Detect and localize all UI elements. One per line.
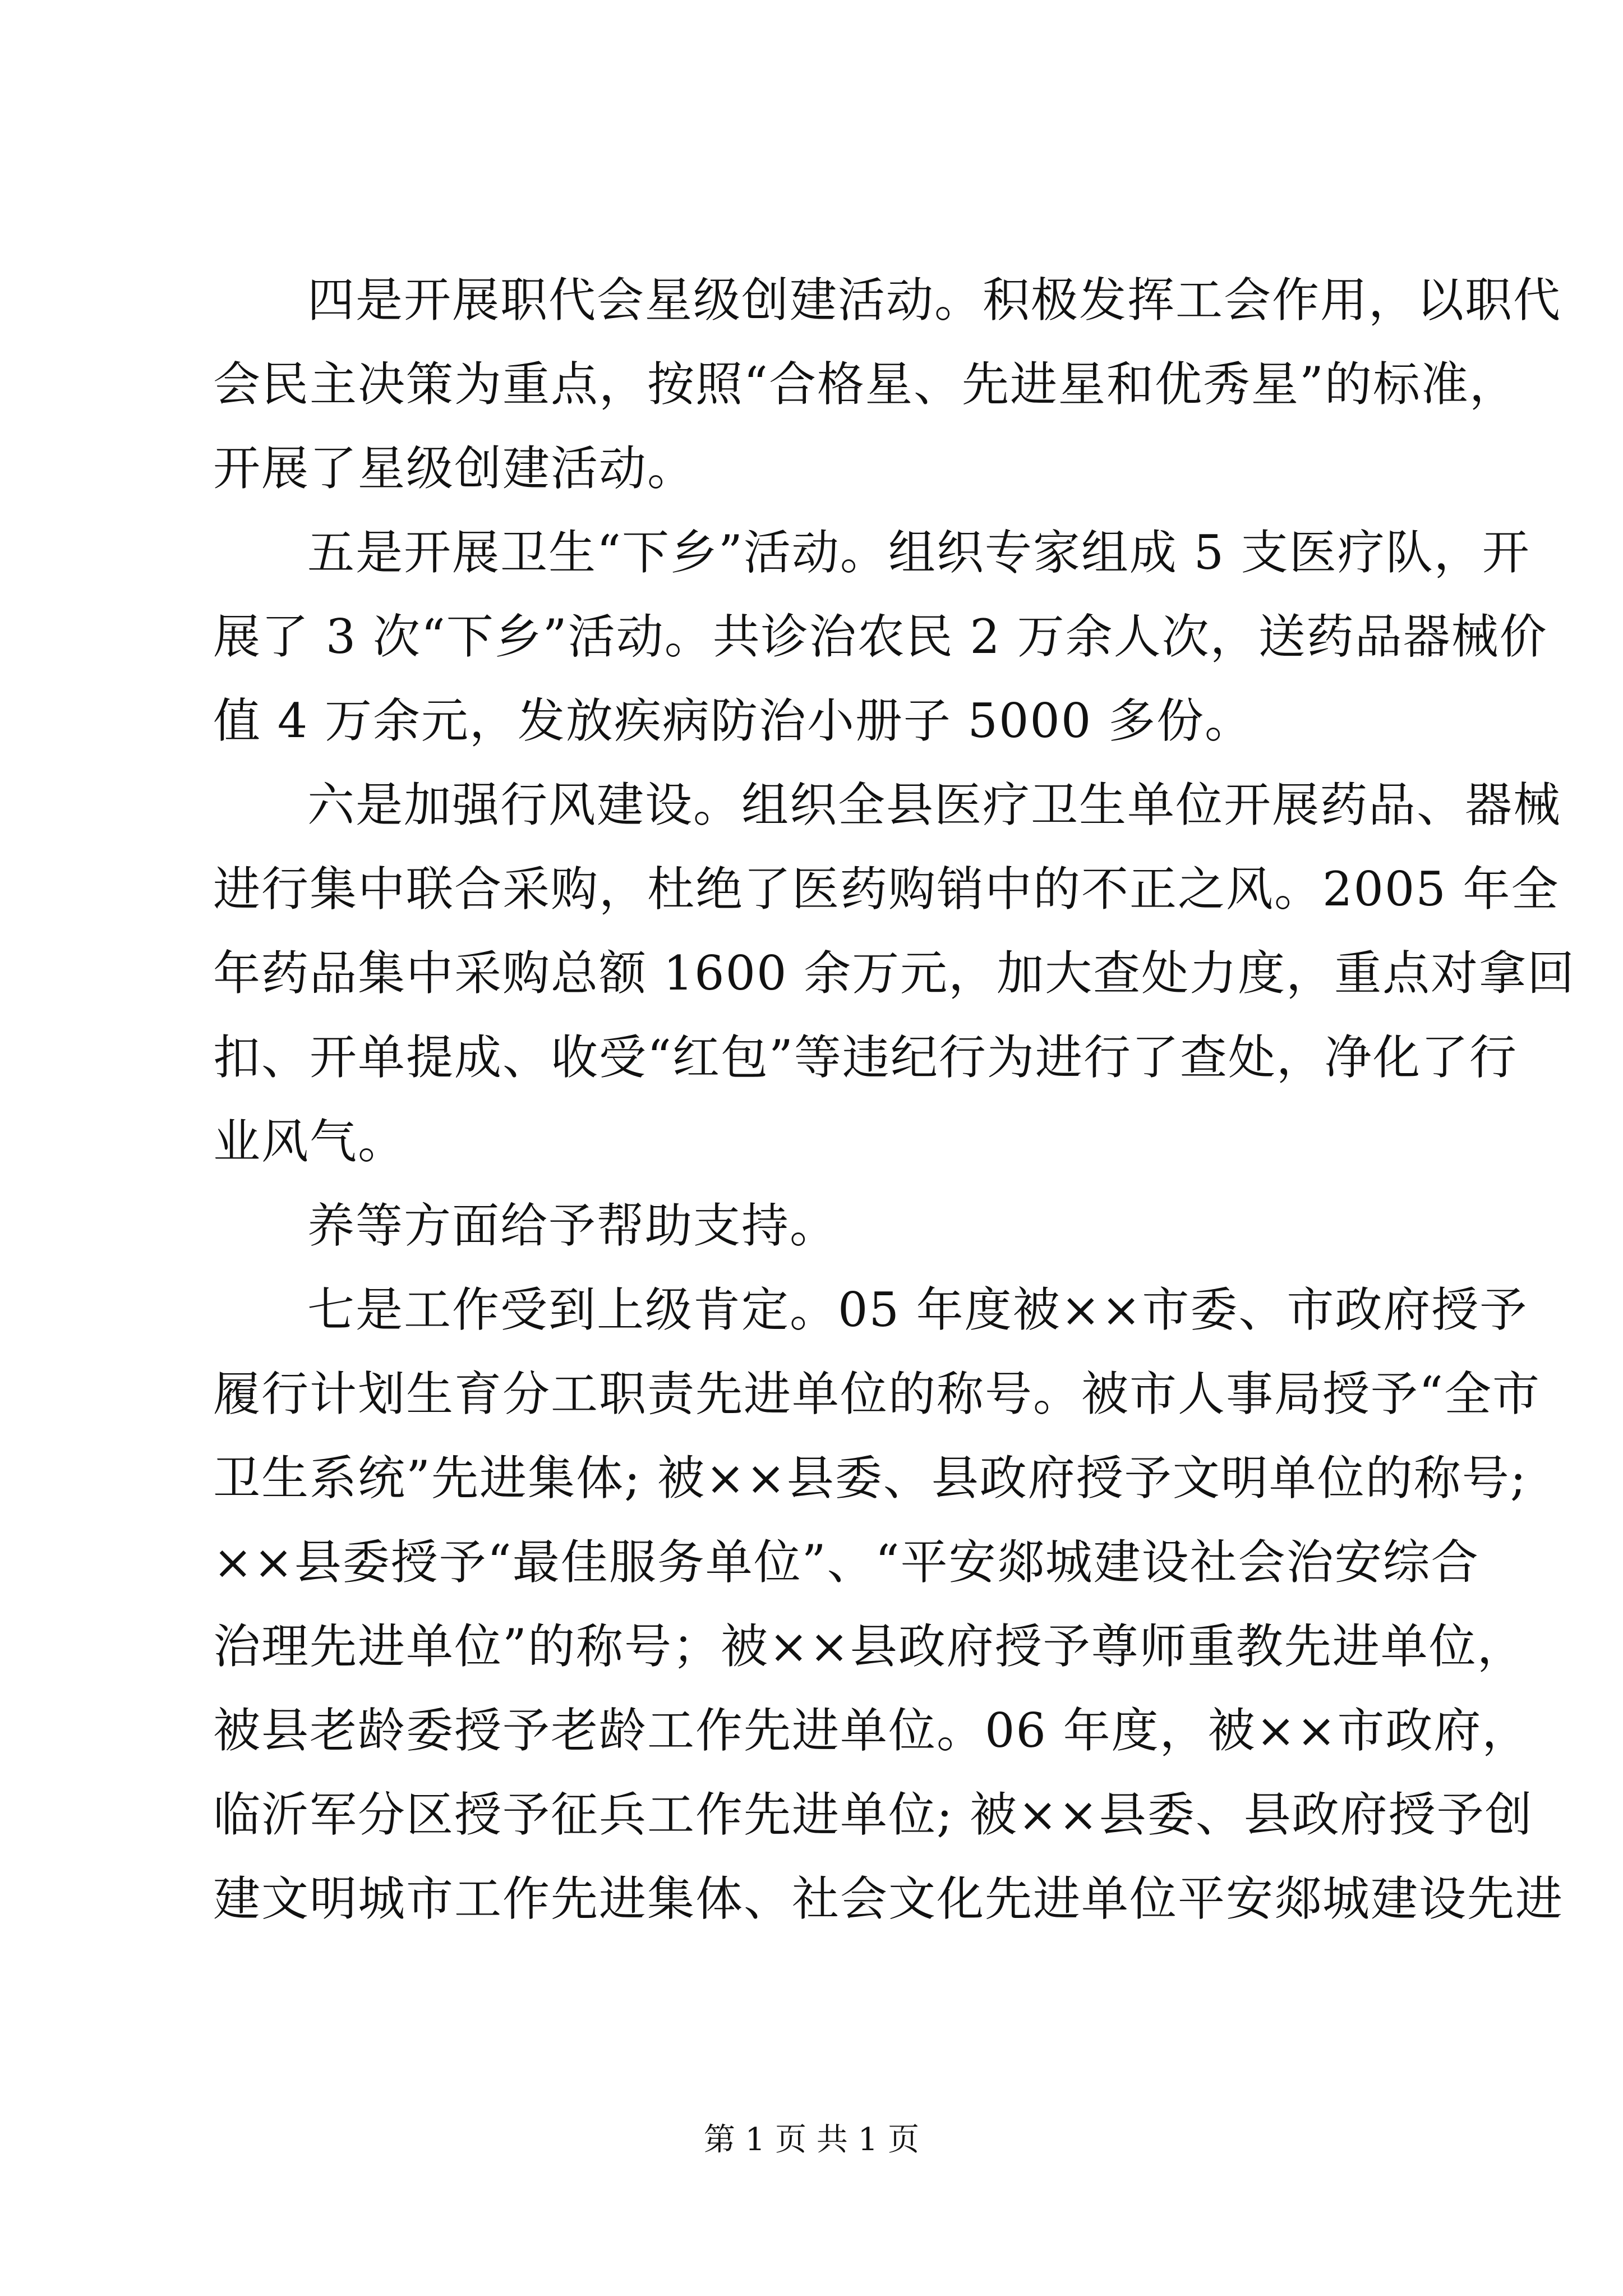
text-line: 治理先进单位”的称号；被××县政府授予尊师重教先进单位，: [213, 1619, 1525, 1674]
text-line: ××县委授予“最佳服务单位”、“平安郯城建设社会治安综合: [213, 1535, 1479, 1590]
text-line: 开展了星级创建活动。: [213, 441, 696, 496]
text-line: 被县老龄委授予老龄工作先进单位。06 年度，被××市政府，: [213, 1703, 1530, 1758]
text-line: 六是加强行风建设。组织全县医疗卫生单位开展药品、器械: [307, 777, 1562, 832]
text-line: 履行计划生育分工职责先进单位的称号。被市人事局授予“全市: [213, 1366, 1541, 1421]
text-line: 建文明城市工作先进集体、社会文化先进单位平安郯城建设先进: [213, 1871, 1564, 1926]
paragraph: [213, 258, 1562, 510]
text-line: 七是工作受到上级肯定。05 年度被××市委、市政府授予: [307, 1282, 1528, 1337]
text-line: 四是开展职代会星级创建活动。积极发挥工会作用，以职代: [307, 273, 1562, 328]
text-line: 值 4 万余元，发放疾病防治小册子 5000 多份。: [213, 693, 1253, 748]
text-line: 展了 3 次“下乡”活动。共诊治农民 2 万余人次，送药品器械价: [213, 609, 1548, 664]
text-line: 临沂军分区授予征兵工作先进单位; 被××县委、县政府授予创: [213, 1787, 1533, 1842]
text-line: 会民主决策为重点，按照“合格星、先进星和优秀星”的标准，: [213, 357, 1518, 412]
document-body: [213, 258, 1576, 1941]
paragraph: [213, 1268, 1564, 1941]
text-line: 业风气。: [213, 1114, 407, 1169]
paragraph: [213, 1184, 1436, 1268]
page-footer: 第 1 页 共 1 页: [703, 2122, 920, 2158]
text-line: 养等方面给予帮助支持。: [307, 1198, 838, 1253]
text-line: 卫生系统”先进集体; 被××县委、县政府授予文明单位的称号;: [213, 1451, 1528, 1506]
text-line: 五是开展卫生“下乡”活动。组织专家组成 5 支医疗队，开: [307, 525, 1530, 580]
text-line: 进行集中联合采购，杜绝了医药购销中的不正之风。2005 年全: [213, 862, 1560, 917]
text-line: 年药品集中采购总额 1600 余万元，加大查处力度，重点对拿回: [213, 946, 1576, 1001]
text-line: 扣、开单提成、收受“红包”等违纪行为进行了查处，净化了行: [213, 1030, 1518, 1085]
paragraph: [213, 763, 1576, 1184]
paragraph: [213, 510, 1548, 763]
